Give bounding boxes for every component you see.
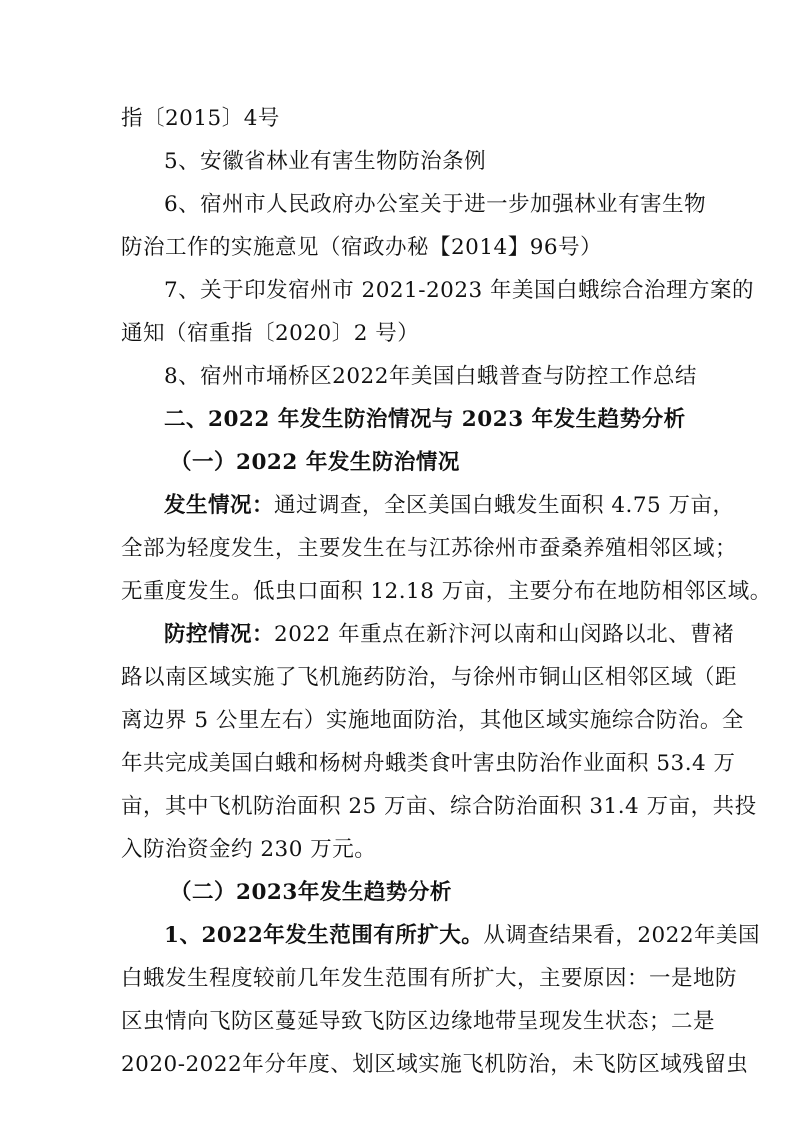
- occurrence-paragraph: [164, 492, 735, 520]
- heading-text: （一）2022 年发生防治情况: [170, 450, 460, 475]
- paragraph-line: [121, 1008, 716, 1036]
- heading-text: （二）2023年发生趋势分析: [170, 880, 452, 905]
- paragraph-text: 离边界 5 公里左右）实施地面防治，其他区域实施综合防治。全: [121, 708, 744, 733]
- reference-item-8: [164, 363, 697, 391]
- subsection-heading: [170, 449, 460, 477]
- paragraph-text: 入防治资金约 230 万元。: [121, 837, 377, 862]
- paragraph-line: [121, 836, 376, 864]
- paragraph-text: 亩，其中飞机防治面积 25 万亩、综合防治面积 31.4 万亩，共投: [121, 794, 757, 819]
- paragraph-line: [121, 1051, 749, 1079]
- paragraph-text: 从调查结果看，2022年美国: [483, 923, 761, 948]
- reference-item-7-cont: [121, 320, 419, 348]
- run-in-heading: 防控情况：: [164, 622, 275, 647]
- paragraph-text: 区虫情向飞防区蔓延导致飞防区边缘地带呈现发生状态；二是: [121, 1009, 716, 1034]
- subsection-heading: [170, 879, 452, 907]
- reference-item-7: [164, 277, 755, 305]
- reference-continuation: [121, 105, 280, 133]
- paragraph-text: 8、宿州市埇桥区2022年美国白蛾普查与防控工作总结: [164, 364, 697, 389]
- section-heading: [164, 406, 686, 434]
- heading-text: 二、2022 年发生防治情况与 2023 年发生趋势分析: [164, 407, 686, 432]
- paragraph-line: [121, 535, 738, 563]
- paragraph-text: 2022 年重点在新汴河以南和山闵路以北、曹褚: [274, 622, 735, 647]
- paragraph-text: 通过调查，全区美国白蛾发生面积 4.75 万亩，: [274, 493, 735, 518]
- paragraph-line: [121, 664, 738, 692]
- paragraph-text: 防治工作的实施意见（宿政办秘【2014】96号）: [121, 235, 603, 260]
- paragraph-text: 2020-2022年分年度、划区域实施飞机防治，未飞防区域残留虫: [121, 1052, 749, 1077]
- reference-item-6: [164, 191, 706, 219]
- reference-item-6-cont: [121, 234, 602, 262]
- trend-paragraph: [164, 922, 761, 950]
- paragraph-line: [121, 965, 738, 993]
- paragraph-text: 5、安徽省林业有害生物防治条例: [164, 149, 487, 174]
- reference-item-5: [164, 148, 486, 176]
- control-paragraph: [164, 621, 735, 649]
- paragraph-text: 通知（宿重指〔2020〕2 号）: [121, 321, 420, 346]
- paragraph-text: 7、关于印发宿州市 2021-2023 年美国白蛾综合治理方案的: [164, 278, 755, 303]
- paragraph-text: 无重度发生。低虫口面积 12.18 万亩，主要分布在地防相邻区域。: [121, 579, 772, 604]
- paragraph-text: 指〔2015〕4号: [121, 106, 280, 131]
- paragraph-line: [121, 793, 757, 821]
- paragraph-text: 年共完成美国白蛾和杨树舟蛾类食叶害虫防治作业面积 53.4 万: [121, 751, 736, 776]
- paragraph-line: [121, 750, 736, 778]
- paragraph-text: 白蛾发生程度较前几年发生范围有所扩大，主要原因：一是地防: [121, 966, 738, 991]
- paragraph-line: [121, 707, 744, 735]
- paragraph-text: 路以南区域实施了飞机施药防治，与徐州市铜山区相邻区域（距: [121, 665, 738, 690]
- paragraph-text: 全部为轻度发生，主要发生在与江苏徐州市蚕桑养殖相邻区域；: [121, 536, 738, 561]
- paragraph-text: 6、宿州市人民政府办公室关于进一步加强林业有害生物: [164, 192, 707, 217]
- paragraph-line: [121, 578, 772, 606]
- run-in-heading: 发生情况：: [164, 493, 275, 518]
- run-in-heading: 1、2022年发生范围有所扩大。: [164, 923, 484, 948]
